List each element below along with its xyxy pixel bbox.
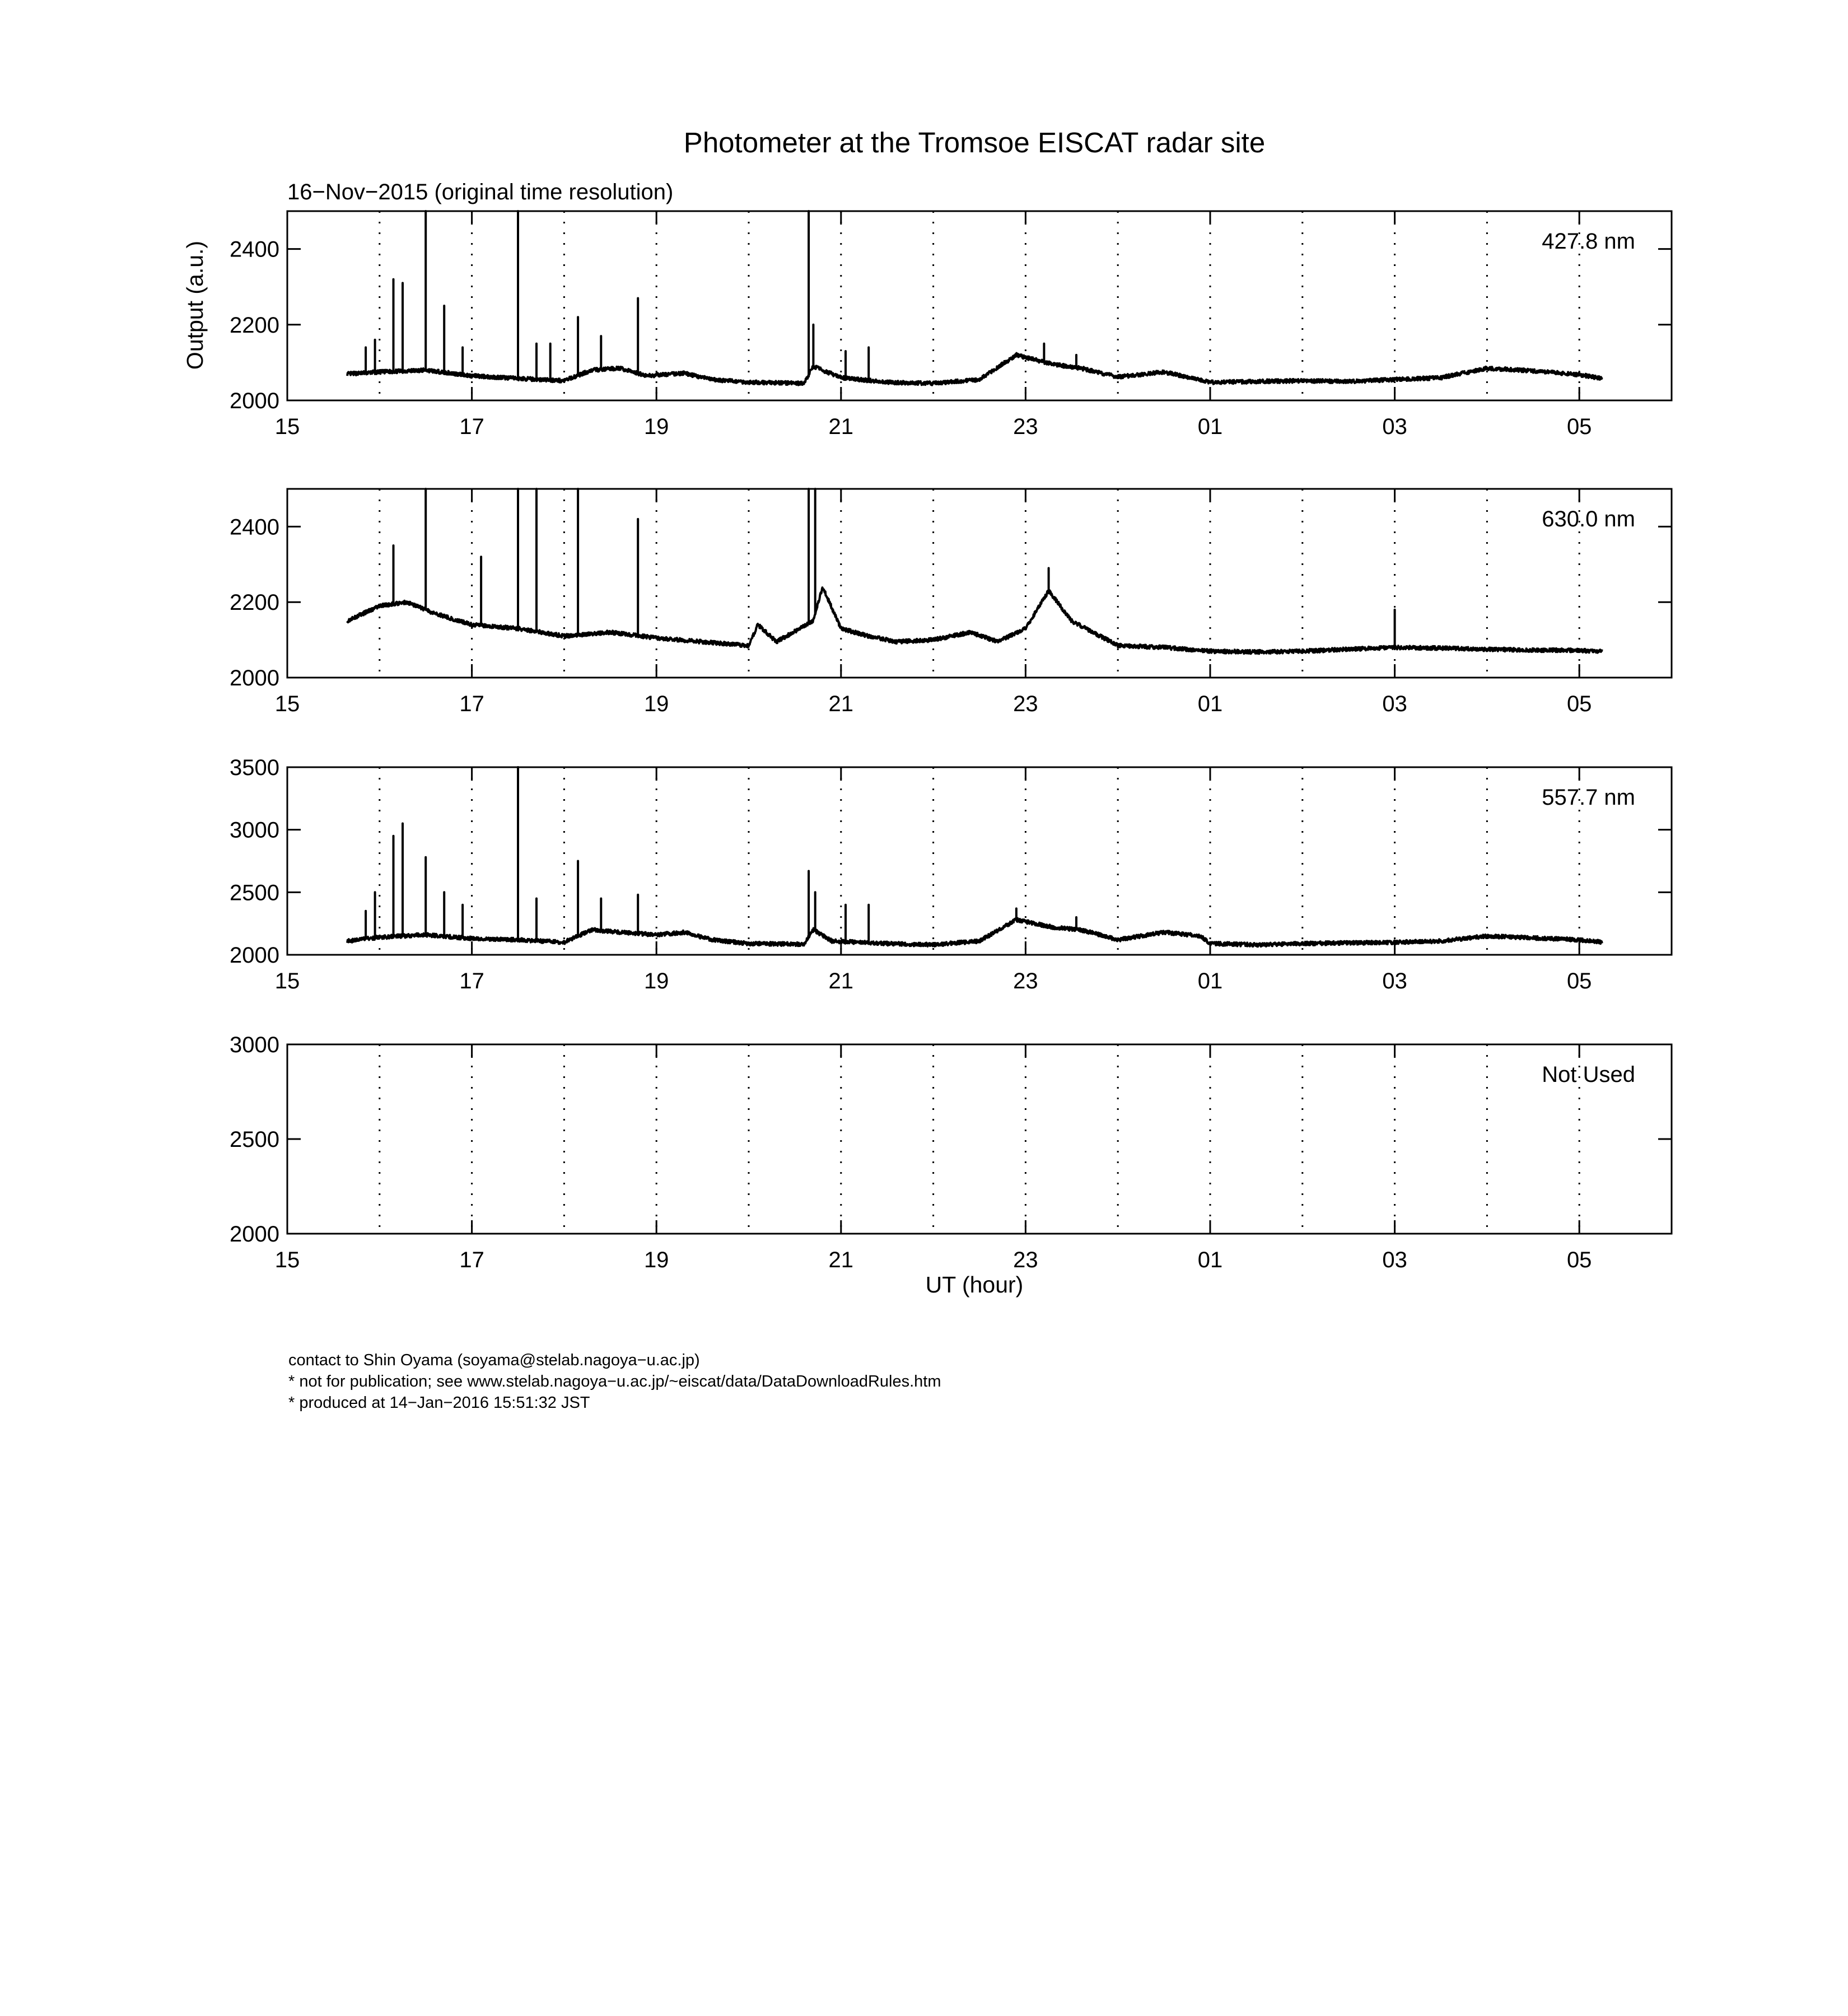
x-tick-label: 03 xyxy=(1382,414,1407,439)
x-tick-label: 21 xyxy=(828,1248,854,1272)
x-tick-label: 23 xyxy=(1013,692,1038,716)
x-tick-label: 21 xyxy=(828,969,854,993)
x-tick-label: 19 xyxy=(643,969,669,993)
x-tick-label: 03 xyxy=(1382,692,1407,716)
x-tick-label: 17 xyxy=(459,969,484,993)
x-tick-label: 19 xyxy=(643,692,669,716)
x-tick-label: 23 xyxy=(1013,969,1038,993)
panel-1 xyxy=(230,211,1672,439)
x-tick-label: 15 xyxy=(274,969,300,993)
plot-frame xyxy=(287,767,1672,955)
x-tick-label: 19 xyxy=(643,414,669,439)
x-tick-label: 05 xyxy=(1566,1248,1592,1272)
plot-frame xyxy=(287,1044,1672,1234)
x-tick-label: 03 xyxy=(1382,1248,1407,1272)
footer xyxy=(288,1350,1632,1413)
x-tick-label: 21 xyxy=(828,414,854,439)
x-tick-label: 03 xyxy=(1382,969,1407,993)
panels xyxy=(230,211,1672,1272)
x-tick-label: 17 xyxy=(459,692,484,716)
y-tick-label: 3000 xyxy=(230,818,279,843)
panel-label: Not Used xyxy=(1542,1062,1635,1087)
y-tick-label: 2000 xyxy=(230,1222,279,1247)
figure-subtitle: 16−Nov−2015 (original time resolution) xyxy=(287,180,674,204)
x-tick-label: 01 xyxy=(1197,414,1223,439)
panel-2 xyxy=(230,489,1672,716)
x-tick-label: 21 xyxy=(828,692,854,716)
series-line-1 xyxy=(347,211,1602,385)
x-tick-label: 15 xyxy=(274,1248,300,1272)
x-tick-label: 05 xyxy=(1566,969,1592,993)
footer-contact: contact to Shin Oyama (soyama@stelab.nagoya−u.ac.jp) xyxy=(288,1351,700,1369)
y-tick-label: 2400 xyxy=(230,237,279,262)
panel-4 xyxy=(230,1033,1672,1272)
x-tick-label: 05 xyxy=(1566,414,1592,439)
x-tick-label: 15 xyxy=(274,414,300,439)
x-tick-label: 01 xyxy=(1197,1248,1223,1272)
x-tick-label: 01 xyxy=(1197,969,1223,993)
y-tick-label: 2000 xyxy=(230,389,279,413)
footer-rules-note: * not for publication; see www.stelab.nagoya−u.ac.jp/~eiscat/data/DataDownloadRules.htm xyxy=(288,1373,941,1390)
y-tick-label: 3500 xyxy=(230,755,279,780)
y-tick-label: 3000 xyxy=(230,1033,279,1057)
series-line-2 xyxy=(347,489,1602,654)
y-tick-label: 2200 xyxy=(230,312,279,338)
footer-produced-note: * produced at 14−Jan−2016 15:51:32 JST xyxy=(288,1394,590,1412)
y-tick-label: 2500 xyxy=(230,1127,279,1152)
x-tick-label: 19 xyxy=(643,1248,669,1272)
panel-label: 630.0 nm xyxy=(1542,507,1635,531)
y-tick-label: 2400 xyxy=(230,515,279,540)
figure-title: Photometer at the Tromsoe EISCAT radar site xyxy=(683,127,1266,158)
panel-label: 557.7 nm xyxy=(1542,785,1635,810)
panel-3 xyxy=(230,755,1672,993)
x-tick-label: 15 xyxy=(274,692,300,716)
x-tick-label: 01 xyxy=(1197,692,1223,716)
y-tick-label: 2000 xyxy=(230,943,279,968)
y-axis-label: Output (a.u.) xyxy=(182,240,208,370)
x-axis-label: UT (hour) xyxy=(925,1272,1024,1298)
x-tick-label: 23 xyxy=(1013,1248,1038,1272)
y-tick-label: 2200 xyxy=(230,590,279,615)
panel-label: 427.8 nm xyxy=(1542,229,1635,254)
x-tick-label: 17 xyxy=(459,1248,484,1272)
x-tick-label: 05 xyxy=(1566,692,1592,716)
series-line-3 xyxy=(347,767,1602,946)
y-tick-label: 2000 xyxy=(230,666,279,690)
y-tick-label: 2500 xyxy=(230,880,279,906)
x-tick-label: 17 xyxy=(459,414,484,439)
x-tick-label: 23 xyxy=(1013,414,1038,439)
